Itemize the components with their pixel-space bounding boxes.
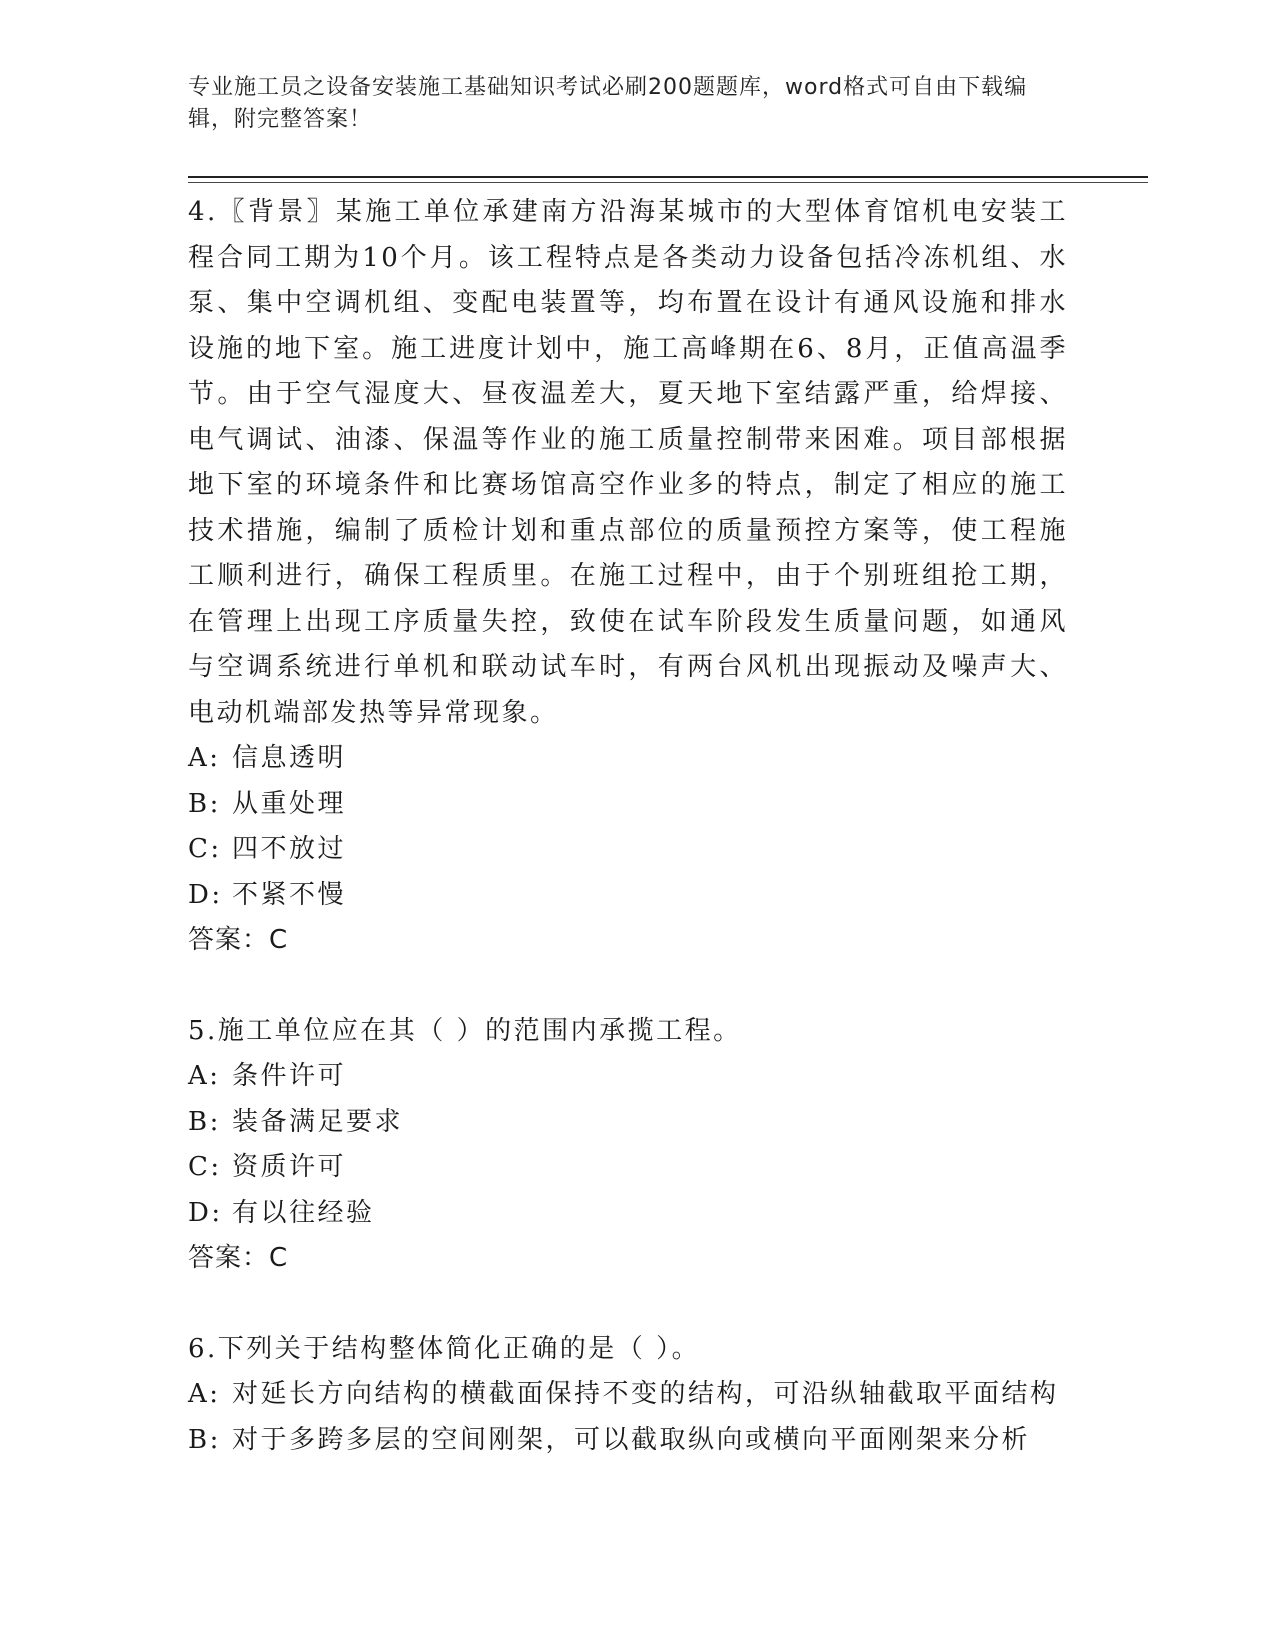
option-text: 条件许可: [232, 1061, 347, 1091]
page-header: 专业施工员之设备安装施工基础知识考试必刷200题题库，word格式可自由下载编辑，附完整答案！: [188, 75, 1028, 132]
question-spacer: [188, 1282, 1068, 1327]
question-text: 5.施工单位应在其（ ）的范围内承揽工程。: [188, 1015, 742, 1046]
option-d: [188, 873, 1068, 919]
option-text: 四不放过: [232, 834, 347, 864]
answer: 答案：C: [188, 925, 289, 955]
question-6: [188, 1327, 1068, 1464]
answer: 答案：C: [188, 1243, 289, 1273]
question-text: 4.〖背景〗某施工单位承建南方沿海某城市的大型体育馆机电安装工程合同工期为10个月。该工程特点是各类动力设备包括冷冻机组、水泵、集中空调机组、变配电装置等，均布置在设计有通风设施和排水设施的地下室。施工进度计划中，施工高峰期在6、8月，正值高温季节。由于空气湿度大、昼夜温差大，夏天地下室结露严重，给焊接、电气调试、油漆、保温等作业的施工质量控制带来困难。项目部根据地下室的环境条件和比赛场馆高空作业多的特点，制定了相应的施工技术措施，编制了质检计划和重点部位的质量预控方案等，使工程施工顺利进行，确保工程质里。在施工过程中，由于个别班组抢工期，在管理上出现工序质量失控，致使在试车阶段发生质量问题，如通风与空调系统进行单机和联动试车时，有两台风机出现振动及噪声大、电动机端部发热等异常现象。: [188, 197, 1068, 728]
option-letter: A:: [188, 1061, 221, 1091]
option-b: [188, 1100, 1068, 1146]
option-text: 装备满足要求: [232, 1106, 404, 1137]
option-text: 从重处理: [232, 788, 347, 819]
document-body: [188, 190, 1068, 1463]
option-text: 对延长方向结构的横截面保持不变的结构，可沿纵轴截取平面结构: [232, 1379, 1059, 1409]
option-letter: A:: [188, 1379, 221, 1409]
option-a: [188, 736, 1068, 782]
option-letter: B:: [188, 788, 221, 819]
option-text: 对于多跨多层的空间刚架，可以截取纵向或横向平面刚架来分析: [232, 1424, 1031, 1455]
option-c: [188, 1145, 1068, 1191]
option-text: 资质许可: [232, 1152, 347, 1182]
option-a: [188, 1054, 1068, 1100]
question-5: [188, 1009, 1068, 1282]
header-rule-thick: [188, 176, 1148, 178]
option-d: [188, 1191, 1068, 1237]
option-c: [188, 827, 1068, 873]
option-letter: B:: [188, 1424, 221, 1455]
option-text: 不紧不慢: [232, 879, 347, 910]
question-spacer: [188, 964, 1068, 1009]
question-4: [188, 190, 1068, 964]
option-text: 有以往经验: [232, 1197, 375, 1228]
option-letter: D:: [188, 879, 223, 910]
header-rule-thin: [188, 182, 1148, 183]
option-letter: C:: [188, 834, 222, 864]
option-letter: C:: [188, 1152, 222, 1182]
option-text: 信息透明: [232, 743, 347, 773]
option-letter: D:: [188, 1197, 223, 1228]
option-b: [188, 782, 1068, 828]
option-letter: B:: [188, 1106, 221, 1137]
option-a: [188, 1372, 1068, 1418]
option-b: [188, 1418, 1068, 1464]
option-letter: A:: [188, 743, 221, 773]
question-text: 6.下列关于结构整体简化正确的是（ ）。: [188, 1333, 701, 1364]
